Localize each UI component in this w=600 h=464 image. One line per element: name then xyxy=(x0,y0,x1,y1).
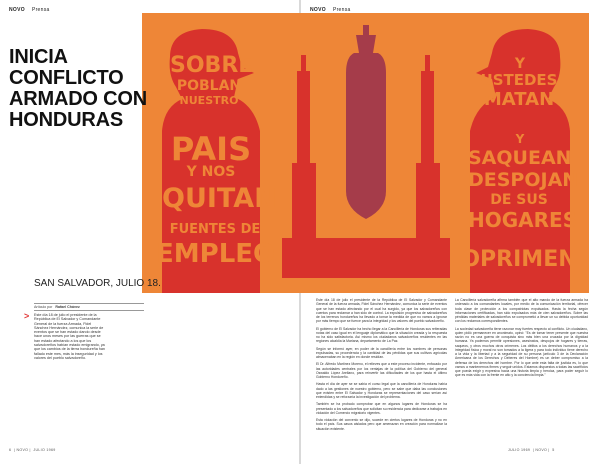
right-folio: JULIO 1969 | NOVO | 5 xyxy=(508,448,555,452)
folio-magazine: NOVO xyxy=(535,448,548,452)
article-byline xyxy=(34,303,144,311)
poster-word: Y xyxy=(515,132,525,146)
article-column-1 xyxy=(316,298,447,434)
bomb xyxy=(346,25,386,219)
header-brand: NOVO xyxy=(310,7,326,13)
poster-word: FUENTES DE xyxy=(169,222,261,237)
article-subtitle: SAN SALVADOR, JULIO 18. xyxy=(34,278,161,289)
header-section: Prensa xyxy=(31,7,50,13)
folio-page: 5 xyxy=(552,448,555,452)
poster-word: QUITAN xyxy=(162,183,277,214)
poster-word: EMPLEO xyxy=(156,239,276,269)
folio-date: JULIO 1969 xyxy=(33,448,56,452)
folio-date: JULIO 1969 xyxy=(508,448,531,452)
header-section: Prensa xyxy=(332,7,351,13)
article-title: INICIA CONFLICTO ARMADO CON HONDURAS xyxy=(9,46,147,131)
paragraph: Según se informó ayer, en poder de la cancillería entre los nombres de personas expulsadas, su procedencia y la cantidad de las pérdidas que sus cultivos agrícolas almacenaban en la región en donde residían. xyxy=(316,346,447,359)
poster-word: SOBRE xyxy=(170,53,254,78)
poster-word: USTEDES xyxy=(480,71,558,89)
lead-marker-icon: > xyxy=(24,311,30,321)
folio-page: 6 xyxy=(9,448,12,452)
byline-author: Rafael Chávez xyxy=(55,305,80,309)
paragraph: También se ha probado comprobar que en algunos lugares de Honduras se ha presentado a los salvadoreños que solicitan su residencia para dedicarse a trabajos en violación del Comercio migratorio vigentes. xyxy=(316,402,447,415)
article-lead: Este día 18 de julio el presidente de la República de El Salvador y Comandante General de la fuerza Armada, Fidel Sánchez Hernández, comunica la serie de eventos que se han estado dando desde hace unos meses por las guerras que se han estado afectando a los que los salvadoreños habían estado emigrando, ya que los cambios de la tierra hondureña han fallado este mes, más la inseguridad y los valores del pueblo salvadoreño. xyxy=(34,313,105,360)
poster-word: Y xyxy=(514,56,526,72)
poster-word: POBLAN xyxy=(176,78,242,94)
left-folio: 6 | NOVO | JULIO 1969 xyxy=(9,448,56,452)
left-page-header xyxy=(9,7,50,13)
paragraph: La Cancillería salvadoreña afirma también que el alto mando de la fuerza armada ha ordenado a los comandantes locales, por medio de la comunicación territorial, ofrecer toda clase de protección a los compatriotas expulsados. Hasta la fecha según informaciones certificadas, han sido expulsados más de cien salvadoreños. Sobre las pérdidas materiales de salvadoreños se comprometió a llevar un su debida oportunidad con los reclamos correspondientes. xyxy=(455,298,588,324)
left-rifle xyxy=(297,71,310,171)
paragraph: El gobierno de El Salvador ha hecho llegar a la Cancillería de Honduras sus reiteradas notas del caso igual en el lenguaje diplomático que la situación creada y la respuesta no ha sido satisfactoria. Así mismo los ciudadanos salvadoreños residentes en las regiones alcaldía la Mariana, departamento de La Paz. xyxy=(316,326,447,344)
poster-word: DE SUS xyxy=(490,192,548,208)
right-rifle xyxy=(421,71,434,171)
poster-word: PAIS xyxy=(170,130,252,168)
paragraph: Hasta el día de ayer se se sabía el curso legal que la cancillería de Honduras había dado a las gestiones de nuestro gobierno, pero se sabe que daba las conclusiones que existen entre El Salvador y Honduras se representaciones del caso serían así extendidas y se reforzaría la investigación del problema. xyxy=(316,382,447,399)
paragraph: El Dr. Alfredo Martínez Moreno, el relieves que a este proceso incidente, enfocado por las autoridades centrales por los ventajas de la política del Gobierno del general Oswaldo López Arellano, para reinvertir las dificultades de los que hasta el último Gobierno Hondureño. xyxy=(316,362,447,379)
folio-magazine: NOVO xyxy=(16,448,29,452)
byline-label: Artículo por xyxy=(34,305,53,309)
header-brand: NOVO xyxy=(9,7,25,13)
paragraph: Este día 18 de julio el presidente de la República de El Salvador y Comandante General de la fuerza armada, Fidel Sánchez Hernández, comunica la serie de eventos que se han estado afectando por el cual ha surgido, ya que los salvadoreños con cuentos para reclamar a han sido de control. La expulsión progresiva de salvadoreños de los terrenos hondureños ha llevado a tomar la medida de que no vamos a ignorar por más tiempo que se fuerce para la integridad y los valores del pueblo salvadoreño. xyxy=(316,298,447,324)
poster-word: HOGARES xyxy=(468,208,578,232)
poster-word: OPRIMEN xyxy=(461,247,577,272)
propaganda-poster xyxy=(142,13,589,293)
paragraph: Esta violación del convenio se dijo, sucede en ciertos lugares de Honduras y no en todo el país. Sus casos aislados pero que amenazan en creación para normalizar la situación existente. xyxy=(316,418,447,431)
poster-word: Y NOS xyxy=(186,164,236,180)
poster-word: MATAN xyxy=(483,89,555,110)
poster-word: DESPOJAN xyxy=(468,169,579,191)
paragraph: La sociedad salvadoreña tiene razonar muy fuertes respecto al conflicto. Un ciudadano, quien pidió permanecer en anonimato, opinó: "Es de tomar tener presente que nuestra razón no es una guerra de conquista sino más bien una cruzada por la dignidad humana. Ya podemos permitir opresiones, asesinatos, despojos de hogares y tierras, saqueos, y otros muchos otros crímenes. Los délitos a los derechos humanos y a la integridad física y moral no son tomados a la ligera y para todo individuo tiene derecho a la vida y la libertad y a la seguridad de su persona (artículo 3 de la Declaración Americana de los Derechos y Deberes del Hombre) es un deber compromiso a la defensa de los derechos del hombre. Por lo que ante esta falta de justicia es, lo que vamos a mantenernos firmes y seguir unidos. Estamos dispuestos a todas las sacrificios que pueda exigir y expresiva hacia una historia limpia y heroica, para poder seguir lo que es más vida con la frente en alto y la conciencia limpia." xyxy=(455,326,588,378)
article-column-2 xyxy=(455,298,588,381)
poster-word: SAQUEAN xyxy=(468,147,572,169)
poster-word: NUESTRO xyxy=(179,94,239,107)
